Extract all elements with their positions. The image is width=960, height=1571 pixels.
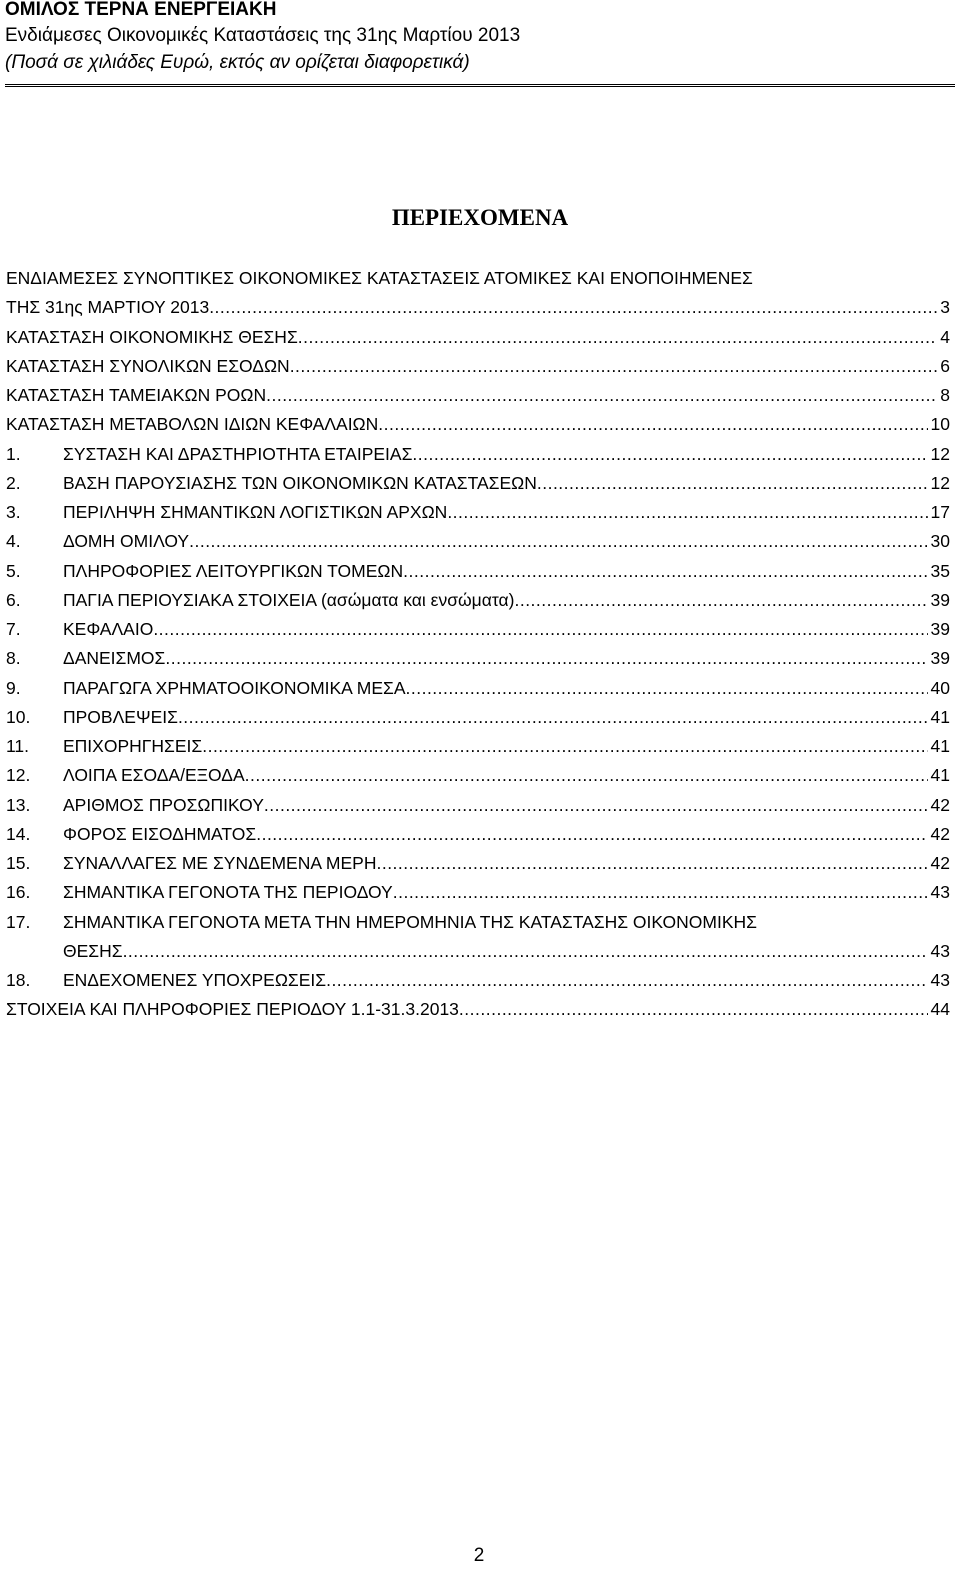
toc-entry-number: 6.	[6, 589, 21, 610]
toc-title: ΠΕΡΙΕΧΟΜΕΝΑ	[391, 205, 569, 230]
toc-entry-number: 2.	[6, 472, 21, 493]
toc-entry-title: ΕΝΔΕΧΟΜΕΝΕΣ ΥΠΟΧΡΕΩΣΕΙΣ	[63, 970, 327, 990]
toc-entry-number: 3.	[6, 502, 21, 522]
toc-entry-title: ΔΑΝΕΙΣΜΟΣ	[63, 648, 166, 669]
header-divider	[5, 84, 955, 87]
toc-entry-number: 10.	[6, 706, 31, 727]
toc-entry[interactable]	[6, 703, 950, 732]
toc-entry-page: 12	[930, 472, 950, 493]
toc-entry[interactable]	[6, 527, 950, 556]
toc-dot-leader	[537, 469, 928, 498]
toc-dot-leader	[290, 352, 938, 381]
toc-dot-leader	[393, 878, 928, 907]
toc-entry-page: 35	[930, 560, 950, 581]
toc-dot-leader	[406, 674, 928, 703]
toc-entry-title: ΠΛΗΡΟΦΟΡΙΕΣ ΛΕΙΤΟΥΡΓΙΚΩΝ ΤΟΜΕΩΝ	[63, 560, 404, 581]
toc-entry-title: ΠΡΟΒΛΕΨΕΙΣ	[63, 706, 178, 727]
toc-entry-number: 1.	[6, 443, 21, 464]
toc-entry-page: 42	[930, 853, 950, 873]
company-name: ΟΜΙΛΟΣ ΤΕΡΝΑ ΕΝΕΡΓΕΙΑΚΗ	[5, 0, 277, 20]
toc-entry[interactable]	[6, 469, 950, 498]
toc-entry[interactable]	[6, 820, 950, 849]
toc-entry[interactable]	[6, 937, 950, 966]
toc-entry[interactable]	[6, 674, 950, 703]
toc-entry[interactable]	[6, 878, 950, 907]
toc-entry-page: 43	[930, 970, 950, 990]
toc-entry-page: 8	[940, 385, 950, 405]
toc-dot-leader	[376, 849, 927, 878]
toc-entry-number: 5.	[6, 560, 21, 581]
toc-dot-leader	[514, 586, 927, 615]
toc-entry-number: 7.	[6, 619, 21, 639]
toc-dot-leader	[245, 761, 928, 790]
toc-entry[interactable]	[6, 966, 950, 995]
toc-entry[interactable]	[6, 352, 950, 381]
toc-entry[interactable]	[6, 498, 950, 527]
table-of-contents	[6, 264, 950, 1025]
toc-dot-leader	[447, 498, 927, 527]
toc-entry[interactable]	[6, 440, 950, 469]
toc-entry[interactable]	[6, 410, 950, 439]
toc-entry-page: 39	[930, 619, 950, 639]
toc-entry-title: ΕΠΙΧΟΡΗΓΗΣΕΙΣ	[63, 736, 203, 756]
toc-entry-number: 17.	[6, 911, 31, 932]
toc-entry[interactable]	[6, 557, 950, 586]
toc-entry-title: ΘΕΣΗΣ	[63, 940, 123, 961]
toc-entry-title: ΠΑΡΑΓΩΓΑ ΧΡΗΜΑΤΟΟΙΚΟΝΟΜΙΚΑ ΜΕΣΑ	[63, 677, 406, 698]
toc-entry-page: 43	[930, 940, 950, 961]
toc-entry-title: ΣΤΟΙΧΕΙΑ ΚΑΙ ΠΛΗΡΟΦΟΡΙΕΣ ΠΕΡΙΟΔΟΥ 1.1-31.3.2013	[6, 999, 459, 1020]
toc-entry-number: 8.	[6, 648, 21, 669]
toc-entry[interactable]	[6, 381, 950, 410]
toc-entry-number: 14.	[6, 823, 31, 844]
toc-entry-title: ΔΟΜΗ ΟΜΙΛΟΥ	[63, 531, 190, 552]
toc-entry-title: ΒΑΣΗ ΠΑΡΟΥΣΙΑΣΗΣ ΤΩΝ ΟΙΚΟΝΟΜΙΚΩΝ ΚΑΤΑΣΤΑΣΕΩΝ	[63, 472, 537, 493]
toc-entry-title: ΚΑΤΑΣΤΑΣΗ ΤΑΜΕΙΑΚΩΝ ΡΟΩΝ	[6, 385, 267, 405]
page-header	[5, 0, 955, 77]
toc-entry-title: ΣΗΜΑΝΤΙΚΑ ΓΕΓΟΝΟΤΑ ΤΗΣ ΠΕΡΙΟΔΟΥ	[63, 882, 393, 903]
toc-dot-leader	[202, 732, 927, 761]
toc-entry-title: ΚΑΤΑΣΤΑΣΗ ΟΙΚΟΝΟΜΙΚΗΣ ΘΕΣΗΣ	[6, 326, 298, 347]
toc-entry-number: 11.	[6, 736, 30, 756]
toc-dot-leader	[326, 966, 927, 995]
toc-entry-title: ΚΑΤΑΣΤΑΣΗ ΜΕΤΑΒΟΛΩΝ ΙΔΙΩΝ ΚΕΦΑΛΑΙΩΝ	[6, 414, 379, 435]
toc-entry-page: 39	[930, 589, 950, 610]
toc-entry-page: 42	[930, 794, 950, 815]
toc-entry-page: 41	[930, 736, 950, 756]
toc-dot-leader	[165, 644, 927, 673]
toc-entry-number: 15.	[6, 853, 31, 873]
toc-entry-title: ΚΑΤΑΣΤΑΣΗ ΣΥΝΟΛΙΚΩΝ ΕΣΟΔΩΝ	[6, 355, 290, 376]
toc-entry[interactable]	[6, 293, 950, 322]
toc-entry-title: ΛΟΙΠΑ ΕΣΟΔΑ/ΕΞΟΔΑ	[63, 765, 245, 786]
toc-dot-leader	[178, 703, 928, 732]
toc-entry[interactable]	[6, 615, 950, 644]
toc-entry-number: 18.	[6, 970, 31, 990]
toc-entry-title: ΣΗΜΑΝΤΙΚΑ ΓΕΓΟΝΟΤΑ ΜΕΤΑ ΤΗΝ ΗΜΕΡΟΜΗΝΙΑ ΤΗΣ ΚΑΤΑΣΤΑΣΗΣ ΟΙΚΟΝΟΜΙΚΗΣ	[63, 911, 757, 932]
toc-entry-page: 4	[940, 326, 950, 347]
toc-entry-page: 12	[930, 443, 950, 464]
toc-entry-page: 42	[930, 823, 950, 844]
toc-dot-leader	[403, 557, 927, 586]
toc-entry-page: 30	[930, 531, 950, 552]
report-subtitle: Ενδιάμεσες Οικονομικές Καταστάσεις της 31ης Μαρτίου 2013	[5, 25, 521, 46]
toc-entry-title: ΚΕΦΑΛΑΙΟ	[63, 619, 154, 639]
toc-entry[interactable]	[6, 908, 950, 937]
toc-entry-page: 10	[930, 414, 950, 435]
toc-dot-leader	[189, 527, 927, 556]
toc-entry[interactable]	[6, 995, 950, 1024]
toc-entry[interactable]	[6, 732, 950, 761]
toc-entry[interactable]	[6, 761, 950, 790]
toc-dot-leader	[378, 410, 927, 439]
toc-entry[interactable]	[6, 264, 950, 293]
toc-entry-title: ΕΝΔΙΑΜΕΣΕΣ ΣΥΝΟΠΤΙΚΕΣ ΟΙΚΟΝΟΜΙΚΕΣ ΚΑΤΑΣΤΑΣΕΙΣ ΑΤΟΜΙΚΕΣ ΚΑΙ ΕΝΟΠΟΙΗΜΕΝΕΣ	[6, 268, 753, 288]
toc-entry-page: 44	[930, 999, 950, 1020]
toc-entry-number: 9.	[6, 677, 21, 698]
toc-entry-page: 6	[940, 355, 950, 376]
toc-entry-number: 12.	[6, 765, 31, 786]
toc-entry-title: ΣΥΝΑΛΛΑΓΕΣ ΜΕ ΣΥΝΔΕΜΕΝΑ ΜΕΡΗ	[63, 853, 377, 873]
toc-entry-page: 17	[930, 502, 950, 522]
toc-entry-title: ΠΑΓΙΑ ΠΕΡΙΟΥΣΙΑΚΑ ΣΤΟΙΧΕΙΑ (ασώματα και ενσώματα)	[63, 589, 515, 610]
toc-entry-page: 41	[930, 706, 950, 727]
toc-entry-page: 39	[930, 648, 950, 669]
toc-dot-leader	[298, 323, 937, 352]
toc-entry-page: 40	[930, 677, 950, 698]
toc-entry-number: 4.	[6, 531, 21, 552]
toc-dot-leader	[266, 381, 937, 410]
toc-entry[interactable]	[6, 644, 950, 673]
toc-entry[interactable]	[6, 849, 950, 878]
toc-entry-page: 43	[930, 882, 950, 903]
toc-entry-number: 16.	[6, 882, 31, 903]
toc-entry-page: 3	[940, 297, 950, 318]
toc-dot-leader	[209, 293, 937, 322]
toc-entry-title: ΠΕΡΙΛΗΨΗ ΣΗΜΑΝΤΙΚΩΝ ΛΟΓΙΣΤΙΚΩΝ ΑΡΧΩΝ	[63, 502, 448, 522]
toc-entry-title: ΤΗΣ 31ης ΜΑΡΤΙΟΥ 2013	[6, 297, 210, 318]
page-number: 2	[473, 1545, 485, 1566]
toc-entry-title: ΣΥΣΤΑΣΗ ΚΑΙ ΔΡΑΣΤΗΡΙΟΤΗΤΑ ΕΤΑΙΡΕΙΑΣ	[63, 443, 413, 464]
toc-entry[interactable]	[6, 586, 950, 615]
toc-entry-title: ΦΟΡΟΣ ΕΙΣΟΔΗΜΑΤΟΣ	[63, 823, 257, 844]
toc-entry-page: 41	[930, 765, 950, 786]
toc-entry[interactable]	[6, 791, 950, 820]
toc-dot-leader	[264, 791, 928, 820]
toc-entry-number: 13.	[6, 794, 31, 815]
toc-dot-leader	[153, 615, 927, 644]
toc-dot-leader	[256, 820, 927, 849]
toc-dot-leader	[123, 937, 928, 966]
toc-dot-leader	[412, 440, 927, 469]
toc-dot-leader	[459, 995, 928, 1024]
units-note: (Ποσά σε χιλιάδες Ευρώ, εκτός αν ορίζεται διαφορετικά)	[5, 52, 470, 73]
toc-entry[interactable]	[6, 323, 950, 352]
toc-entry-title: ΑΡΙΘΜΟΣ ΠΡΟΣΩΠΙΚΟΥ	[63, 794, 264, 815]
